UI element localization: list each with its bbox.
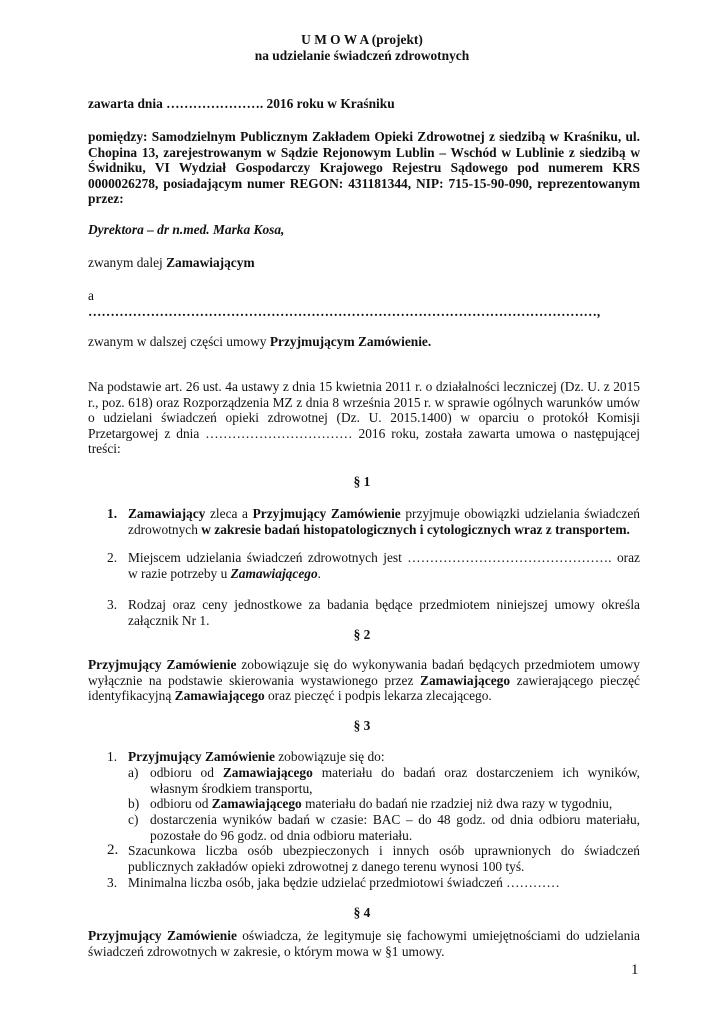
s3-subitem-a: odbioru od Zamawiającego materiału do badań oraz dostarczeniem ich wyników, własnym środkiem transportu, [150, 765, 640, 796]
s3-subitem-b: odbioru od Zamawiającego materiału do badań nie rzadziej niż dwa razy w tygodniu, [150, 796, 613, 811]
s3-item-2-number: 2. [107, 842, 119, 858]
section-2-paragraph: Przyjmujący Zamówienie zobowiązuje się do wykonywania badań będących przedmiotem umowy wyłącznie na podstawie skierowania wystawionego przez Zamawiającego zawierającego pieczęć identyfikacyjną Zamawiającego oraz pieczęć i podpis lekarza zlecającego. [88, 657, 640, 704]
s1-item-1-number: 1. [107, 506, 118, 521]
ordering-party-line: zwanym dalej Zamawiającym [88, 255, 255, 270]
section-1-heading: § 1 [353, 474, 371, 489]
s3-item-2: Szacunkowa liczba osób ubezpieczonych i innych osób uprawnionych do świadczeń publicznych zakładów opieki zdrowotnej z danego terenu wynosi 100 tyś. [128, 843, 640, 874]
s3-subitem-b-label: b) [128, 796, 140, 811]
s1-item-2: Miejscem udzielania świadczeń zdrowotnych jest ………………………………………. oraz w razie potrzeby u Zamawiającego. [128, 550, 640, 581]
contract-title: U M O W A (projekt) [301, 32, 423, 47]
s1-item-3-number: 3. [107, 597, 118, 612]
section-4-paragraph: Przyjmujący Zamówienie oświadcza, że legitymuje się fachowymi umiejętnościami do udzielania świadczeń zdrowotnych w zakresie, o którym mowa w §1 umowy. [88, 928, 640, 959]
s1-item-2-number: 2. [107, 550, 118, 565]
s1-item-1: Zamawiający zleca a Przyjmujący Zamówienie przyjmuje obowiązki udzielania świadczeń zdrowotnych w zakresie badań histopatologicznych i cytologicznych wraz z transportem. [128, 506, 641, 537]
s3-item-3: Minimalna liczba osób, jaka będzie udzielać przedmiotowi świadczeń ………… [128, 875, 560, 890]
director-line: Dyrektora – dr n.med. Marka Kosa, [88, 222, 285, 237]
section-4-heading: § 4 [353, 905, 371, 920]
contractor-line: zwanym w dalszej części umowy Przyjmującym Zamówienie. [88, 334, 432, 349]
contractor-placeholder: ……………………………………………………………………………………………………, [88, 304, 601, 319]
s3-item-1-number: 1. [107, 749, 118, 764]
s3-item-3-number: 3. [107, 875, 118, 890]
s1-item-3: Rodzaj oraz ceny jednostkowe za badania będące przedmiotem niniejszej umowy określa załącznik Nr 1. [128, 597, 640, 628]
section-2-heading: § 2 [353, 627, 371, 642]
s3-item-1: Przyjmujący Zamówienie zobowiązuje się do: [128, 749, 385, 764]
contract-date: zawarta dnia …………………. 2016 roku w Kraśniku [88, 96, 395, 111]
s3-subitem-a-label: a) [128, 765, 139, 780]
and-line: a [88, 288, 94, 303]
s3-subitem-c: dostarczenia wyników badań w czasie: BAC – do 48 godz. od dnia odbioru materiału, pozostałe do 96 godz. od dnia odbioru materiału. [150, 812, 640, 843]
s3-subitem-c-label: c) [128, 812, 139, 827]
parties-paragraph: pomiędzy: Samodzielnym Publicznym Zakładem Opieki Zdrowotnej z siedzibą w Kraśniku, ul. Chopina 13, zarejestrowanym w Sądzie Rejonowym Lublin – Wschód w Lublinie z siedzibą w Świdniku, VI Wydział Gospodarczy Krajowego Rejestru Sądowego pod numerem KRS 0000026278, posiadającym numer REGON: 431181344, NIP: 715-15-90-090, reprezentowanym przez: [88, 129, 640, 207]
section-3-heading: § 3 [353, 718, 371, 733]
legal-basis-paragraph: Na podstawie art. 26 ust. 4a ustawy z dnia 15 kwietnia 2011 r. o działalności leczniczej (Dz. U. z 2015 r., poz. 618) oraz Rozporządzenia MZ z dnia 8 września 2015 r. w sprawie ogólnych warunków umów o udzielani świadczeń opieki zdrowotnej (Dz. U. 2015.1400) w oparciu o protokół Komisji Przetargowej z dnia …………………………… 2016 roku, została zawarta umowa o następującej treści: [88, 379, 640, 457]
contract-subtitle: na udzielanie świadczeń zdrowotnych [254, 48, 470, 63]
page-number: 1 [631, 962, 639, 978]
